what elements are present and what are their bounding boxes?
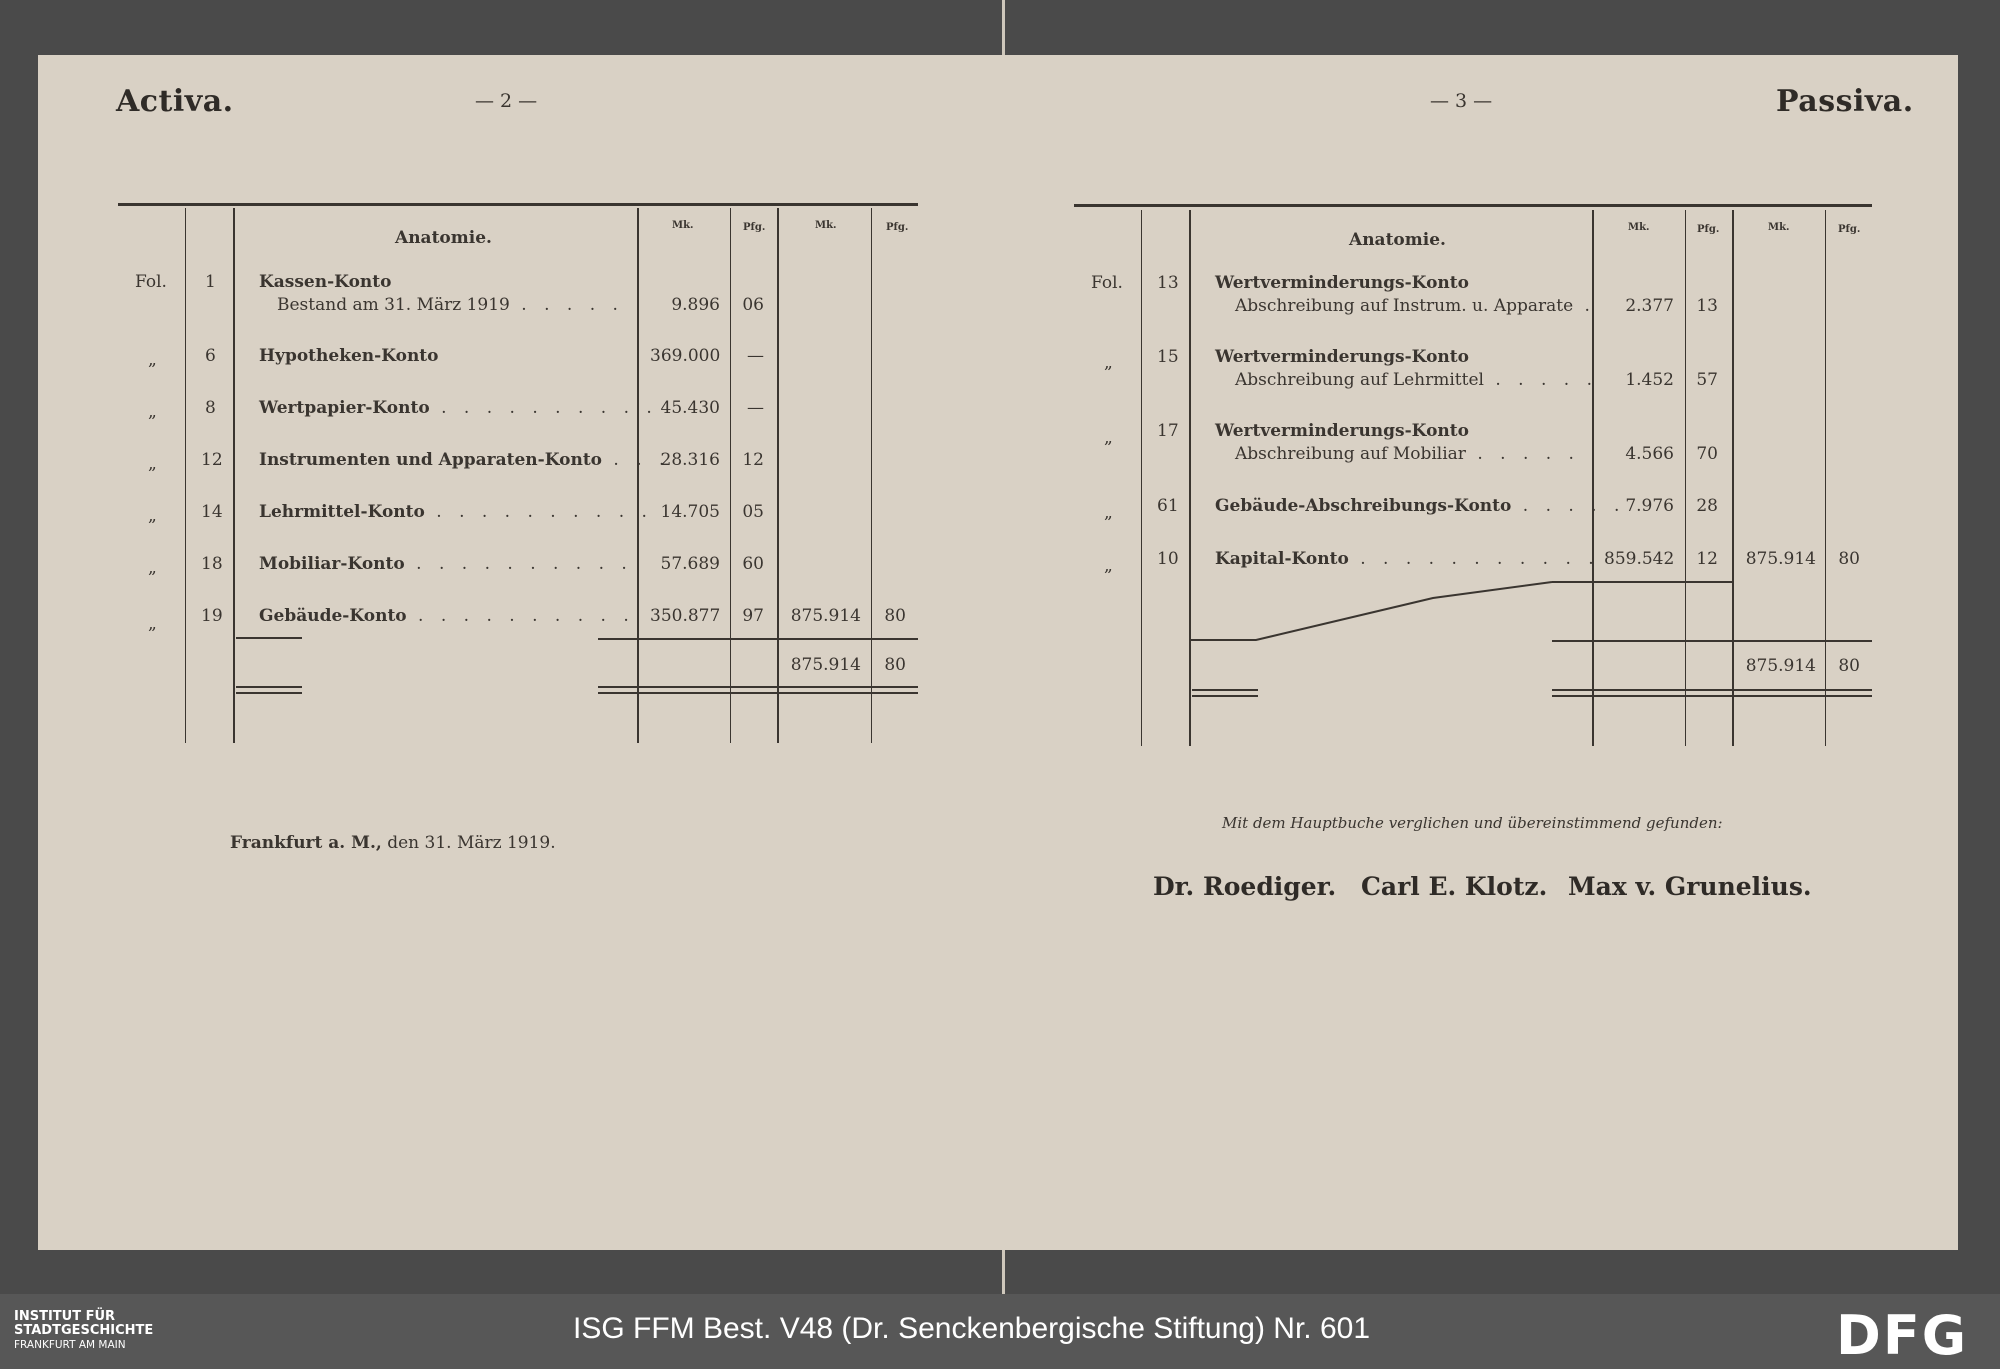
left-grand-total-mk: 875.914 bbox=[790, 655, 861, 675]
ditto-mark: „ bbox=[1104, 353, 1113, 373]
row-number: 10 bbox=[1157, 549, 1179, 569]
left-vline-pfg1 bbox=[777, 208, 779, 743]
right-page bbox=[1005, 55, 1958, 1250]
fol-label: Fol. bbox=[135, 272, 167, 292]
ditto-mark: „ bbox=[1104, 556, 1113, 576]
amount-mk: 350.877 bbox=[650, 606, 721, 626]
amount-mk: 1.452 bbox=[1625, 370, 1674, 390]
amount-mk: 45.430 bbox=[660, 398, 720, 418]
verification-note: Mit dem Hauptbuche verglichen und übereinstimmend gefunden: bbox=[1222, 814, 1723, 832]
left-vline-fol bbox=[185, 208, 186, 743]
right-vline-text bbox=[1592, 210, 1594, 746]
ditto-mark: „ bbox=[148, 506, 157, 526]
row-number: 8 bbox=[205, 398, 216, 418]
right-col-mk: Mk. bbox=[1628, 222, 1650, 233]
left-col-pfg2: Pfg. bbox=[886, 222, 909, 233]
account-label: Wertverminderungs-Konto bbox=[1215, 421, 1469, 441]
amount-pfg: 28 bbox=[1696, 496, 1718, 516]
signature-grunelius: Max v. Grunelius. bbox=[1568, 872, 1812, 901]
right-col-pfg: Pfg. bbox=[1697, 224, 1720, 235]
right-total-double-rule-1 bbox=[1552, 689, 1872, 691]
amount-pfg: 12 bbox=[1696, 549, 1718, 569]
right-col-pfg2: Pfg. bbox=[1838, 224, 1861, 235]
right-grand-total-mk: 875.914 bbox=[1745, 656, 1816, 676]
amount-pfg: 57 bbox=[1696, 370, 1718, 390]
account-label: Kapital-Konto . . . . . . . . . . . bbox=[1215, 549, 1600, 569]
amount-pfg-total: 80 bbox=[1838, 549, 1860, 569]
amount-pfg: 97 bbox=[742, 606, 764, 626]
ditto-mark: „ bbox=[148, 350, 157, 370]
right-grand-total-pfg: 80 bbox=[1838, 656, 1860, 676]
signature-klotz: Carl E. Klotz. bbox=[1361, 872, 1548, 901]
amount-mk: 14.705 bbox=[660, 502, 720, 522]
dfg-logo: DFG bbox=[1836, 1304, 1969, 1367]
right-vline-mk2 bbox=[1825, 210, 1826, 746]
left-col-pfg: Pfg. bbox=[743, 222, 766, 233]
left-section-title: Anatomie. bbox=[395, 228, 492, 248]
account-label: Wertpapier-Konto . . . . . . . . . . bbox=[259, 398, 658, 418]
right-section-title: Anatomie. bbox=[1349, 230, 1446, 250]
right-closing-stroke bbox=[1190, 580, 1555, 642]
ditto-mark: „ bbox=[148, 454, 157, 474]
amount-pfg: 70 bbox=[1696, 444, 1718, 464]
account-sub: Bestand am 31. März 1919 . . . . . bbox=[277, 295, 624, 315]
left-table-top-rule bbox=[118, 203, 918, 206]
passiva-heading: Passiva. bbox=[1776, 84, 1914, 119]
amount-mk: 57.689 bbox=[660, 554, 720, 574]
amount-mk-total: 875.914 bbox=[790, 606, 861, 626]
left-total-double-rule-1 bbox=[598, 686, 918, 688]
row-number: 61 bbox=[1157, 496, 1179, 516]
right-vline-no bbox=[1189, 210, 1191, 746]
account-label: Wertverminderungs-Konto bbox=[1215, 273, 1469, 293]
ditto-mark: „ bbox=[148, 614, 157, 634]
amount-pfg: — bbox=[747, 346, 764, 366]
account-label: Gebäude-Konto . . . . . . . . . . bbox=[259, 606, 635, 626]
amount-pfg: 06 bbox=[742, 295, 764, 315]
right-page-number: — 3 — bbox=[1430, 90, 1493, 112]
account-sub: Abschreibung auf Instrum. u. Apparate . bbox=[1235, 296, 1596, 316]
ditto-mark: „ bbox=[1104, 428, 1113, 448]
right-subtotal-rule bbox=[1552, 581, 1732, 583]
account-label: Gebäude-Abschreibungs-Konto . . . . . bbox=[1215, 496, 1626, 516]
row-number: 1 bbox=[205, 272, 216, 292]
account-label: Wertverminderungs-Konto bbox=[1215, 347, 1469, 367]
left-grand-total-pfg: 80 bbox=[884, 655, 906, 675]
right-col-mk2: Mk. bbox=[1768, 222, 1790, 233]
left-col-mk2: Mk. bbox=[815, 220, 837, 231]
row-number: 17 bbox=[1157, 421, 1179, 441]
account-label: Lehrmittel-Konto . . . . . . . . . . bbox=[259, 502, 653, 522]
left-vline-no bbox=[233, 208, 235, 743]
ditto-mark: „ bbox=[148, 558, 157, 578]
right-short-double-1 bbox=[1192, 689, 1258, 691]
account-label: Hypotheken-Konto bbox=[259, 346, 439, 366]
amount-mk-total: 875.914 bbox=[1745, 549, 1816, 569]
left-col-mk: Mk. bbox=[672, 220, 694, 231]
right-total-double-rule-2 bbox=[1552, 695, 1872, 697]
left-short-rule bbox=[236, 637, 302, 639]
account-sub: Abschreibung auf Lehrmittel . . . . . bbox=[1235, 370, 1599, 390]
row-number: 15 bbox=[1157, 347, 1179, 367]
account-label: Instrumenten und Apparaten-Konto . . . bbox=[259, 450, 671, 470]
row-number: 14 bbox=[201, 502, 223, 522]
activa-heading: Activa. bbox=[116, 84, 234, 119]
left-subtotal-rule bbox=[598, 638, 918, 640]
row-number: 12 bbox=[201, 450, 223, 470]
left-vline-mk1 bbox=[730, 208, 731, 743]
amount-pfg: 60 bbox=[742, 554, 764, 574]
signature-roediger: Dr. Roediger. bbox=[1153, 872, 1337, 901]
row-number: 13 bbox=[1157, 273, 1179, 293]
amount-pfg: 12 bbox=[742, 450, 764, 470]
left-page bbox=[38, 55, 1006, 1250]
amount-mk: 859.542 bbox=[1604, 549, 1675, 569]
amount-mk: 7.976 bbox=[1625, 496, 1674, 516]
left-vline-mk2 bbox=[871, 208, 872, 743]
row-number: 19 bbox=[201, 606, 223, 626]
row-number: 18 bbox=[201, 554, 223, 574]
amount-pfg: 13 bbox=[1696, 296, 1718, 316]
left-vline-text bbox=[637, 208, 639, 743]
amount-pfg-total: 80 bbox=[884, 606, 906, 626]
ditto-mark: „ bbox=[148, 402, 157, 422]
left-page-number: — 2 — bbox=[475, 90, 538, 112]
amount-mk: 2.377 bbox=[1625, 296, 1674, 316]
amount-pfg: 05 bbox=[742, 502, 764, 522]
account-sub: Abschreibung auf Mobiliar . . . . . bbox=[1235, 444, 1580, 464]
account-label: Mobiliar-Konto . . . . . . . . . . bbox=[259, 554, 633, 574]
place-date: Frankfurt a. M., den 31. März 1919. bbox=[230, 833, 556, 853]
archive-caption: ISG FFM Best. V48 (Dr. Senckenbergische Stiftung) Nr. 601 bbox=[573, 1312, 1371, 1345]
right-sum-rule bbox=[1552, 640, 1872, 642]
left-total-double-rule-2 bbox=[598, 692, 918, 694]
right-vline-pfg1 bbox=[1732, 210, 1734, 746]
amount-pfg: — bbox=[747, 398, 764, 418]
row-number: 6 bbox=[205, 346, 216, 366]
ditto-mark: „ bbox=[1104, 503, 1113, 523]
right-table-top-rule bbox=[1074, 204, 1872, 207]
left-short-double-1 bbox=[236, 686, 302, 688]
right-short-double-2 bbox=[1192, 695, 1258, 697]
account-label: Kassen-Konto bbox=[259, 272, 392, 292]
amount-mk: 28.316 bbox=[660, 450, 720, 470]
institute-logo-text: INSTITUT FÜR STADTGESCHICHTE FRANKFURT AM MAIN bbox=[14, 1309, 154, 1351]
archive-footer bbox=[0, 1294, 2000, 1369]
amount-mk: 4.566 bbox=[1625, 444, 1674, 464]
fol-label: Fol. bbox=[1091, 273, 1123, 293]
amount-mk: 9.896 bbox=[671, 295, 720, 315]
right-vline-fol bbox=[1141, 210, 1142, 746]
amount-mk: 369.000 bbox=[650, 346, 721, 366]
right-vline-mk1 bbox=[1685, 210, 1686, 746]
left-short-double-2 bbox=[236, 692, 302, 694]
